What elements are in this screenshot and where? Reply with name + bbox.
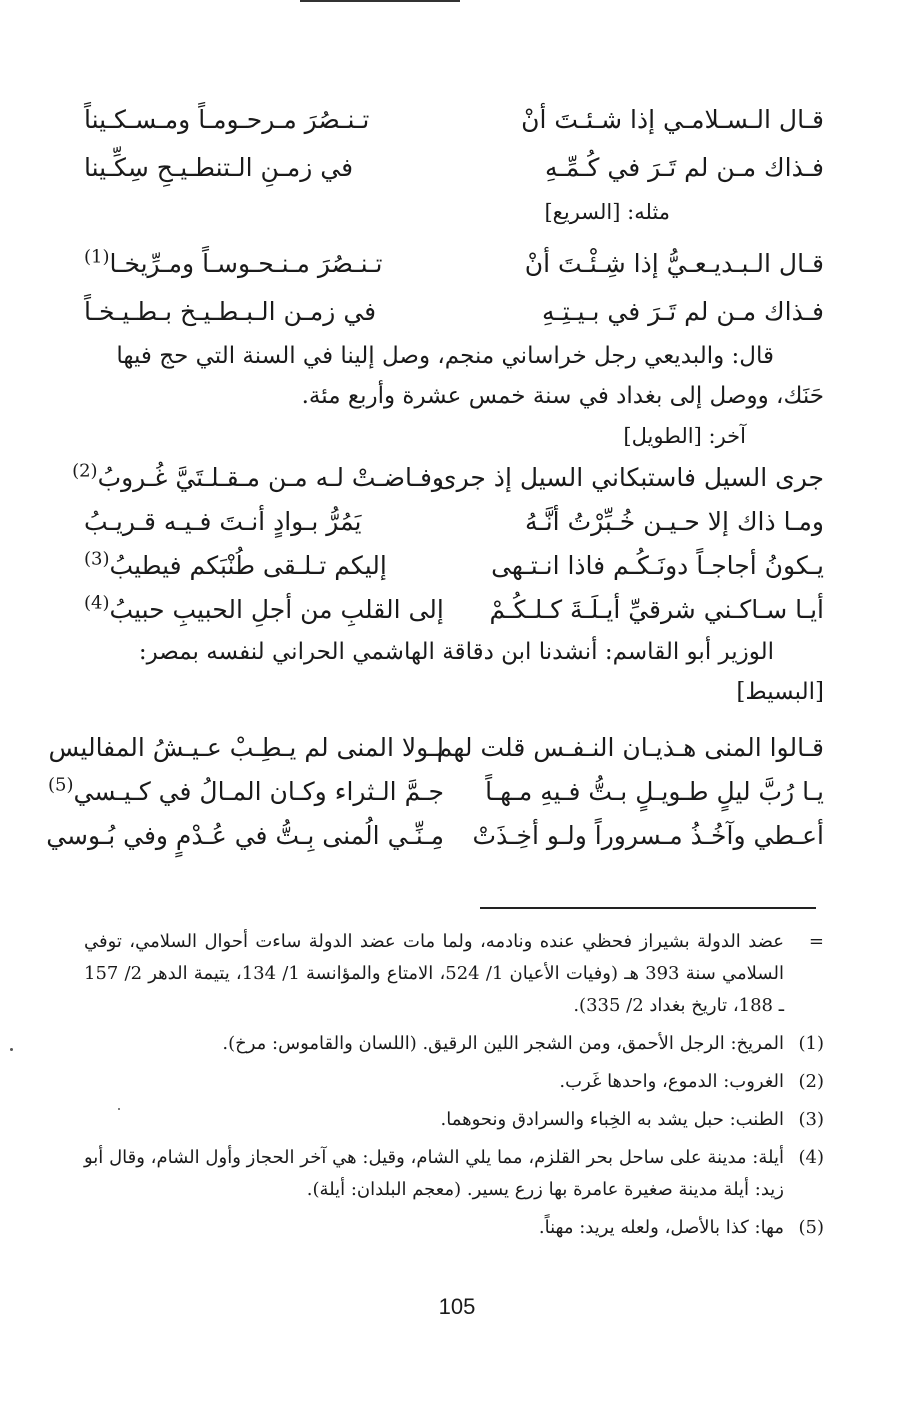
hemistich-text: في زمـن الـبـطـيـخ بـطـيـخـاً — [84, 297, 377, 326]
poem-block-3 — [72, 456, 824, 632]
verse-first-hemistich: أعـطي وآخُـذُ مـسروراً ولـو أخِـذَتْ — [472, 821, 824, 850]
verse-second-hemistich — [47, 770, 444, 814]
footnotes — [84, 926, 824, 1250]
hemistich-text: لـولا المنى لم يـطِـبْ عـيـشُ المفاليس — [48, 733, 444, 762]
footnote-number: (4) — [798, 1147, 824, 1168]
footnote-text: المريخ: الرجل الأحمق، ومن الشجر اللين الرقيق. (اللسان والقاموس: مرخ). — [222, 1033, 784, 1054]
verse-first-hemistich: قـال الـبـديـعـيُّ إذا شِـئْـتَ أنْ — [524, 249, 824, 278]
verse-first-hemistich: قـال الـسـلامـي إذا شـئـتَ أنْ — [521, 105, 824, 134]
verse-second-hemistich — [72, 456, 444, 500]
prose-line: قال: والبديعي رجل خراساني منجم، وصل إلينا في السنة التي حج فيها — [116, 343, 774, 369]
hemistich-text: إلى القلبِ من أجلِ الحبيبِ حبيبُ — [109, 595, 444, 624]
hemistich-text: وفـاضـتْ لـه مـن مـقـلـتَيَّ غُـروبُ — [97, 463, 444, 492]
verse-second-hemistich — [48, 726, 444, 770]
verse-first-hemistich: أيـا سـاكـني شرقيِّ أيـلَـةَ كـلـكُـمْ — [489, 595, 824, 624]
footnote-text: مها: كذا بالأصل، ولعله يريد: مهناً. — [538, 1217, 784, 1238]
verse — [84, 588, 824, 632]
verse — [84, 96, 824, 144]
hemistich-text: في زمـنِ الـتنطـيـحِ سِكِّـينا — [84, 153, 354, 182]
verse-second-hemistich — [84, 500, 444, 544]
footnote-text: الغروب: الدموع، واحدها غَرب. — [559, 1071, 784, 1092]
main-text — [46, 96, 824, 858]
footnote-marker: (5) — [47, 774, 74, 796]
verse — [84, 240, 824, 288]
hemistich-text: تـنـصُرَ مـرحـومـاً ومـسـكـيناً — [84, 105, 370, 134]
verse-first-hemistich: ومـا ذاك إلا حـيـن خُـبِّرْتُ أنَّـهُ — [525, 507, 824, 536]
footnote-text: الطنب: حبل يشد به الخِباء والسرادق ونحوهما. — [440, 1109, 784, 1130]
footnote-number: (1) — [798, 1033, 824, 1054]
verse-first-hemistich: جرى السيل فاستبكاني السيل إذ جرى — [437, 463, 824, 492]
footnote — [84, 1142, 824, 1206]
verse-second-hemistich — [84, 240, 444, 288]
prose-line: [البسيط] — [736, 679, 824, 705]
footnote-marker: (3) — [84, 548, 110, 570]
verse-first-hemistich: يـا رُبَّ ليلٍ طـويـلٍ بـتُّ فـيهِ مـهـاً — [485, 777, 824, 806]
footnote — [84, 926, 824, 1022]
poem-block-2 — [84, 240, 824, 336]
scan-speck — [10, 1048, 13, 1051]
footnote — [84, 1066, 824, 1098]
verse — [48, 726, 824, 770]
verse-second-hemistich — [84, 588, 444, 632]
footnote-separator — [480, 907, 816, 909]
verse — [84, 500, 824, 544]
verse-second-hemistich — [84, 288, 444, 336]
prose-paragraph-1 — [84, 336, 824, 416]
hemistich-text: يَمُرُّ بـوادٍ أنـتَ فـيـه قـريـبُ — [84, 507, 362, 536]
prose-line: الوزير أبو القاسم: أنشدنا ابن دقاقة الهاشمي الحراني لنفسه بمصر: — [138, 639, 774, 665]
verse — [84, 288, 824, 336]
verse — [84, 544, 824, 588]
verse-second-hemistich — [84, 144, 444, 192]
meter-label: مثله: [السريع] — [544, 200, 670, 224]
page-number: 105 — [438, 1294, 476, 1319]
footnote-number: = — [808, 931, 824, 952]
footnote-marker: (2) — [72, 460, 98, 482]
verse-second-hemistich — [84, 96, 444, 144]
poem-block-4 — [46, 726, 824, 858]
prose-paragraph-2 — [84, 632, 824, 712]
verse-first-hemistich: قـالوا المنى هـذيـان النـفـس قلت لهم — [436, 733, 824, 762]
footnote-number: (2) — [798, 1071, 824, 1092]
verse-first-hemistich: يـكونُ أجاجـاً دونَـكُـم فاذا انـتـهى — [491, 551, 824, 580]
footnote-number: (3) — [798, 1109, 824, 1130]
meter-label: آخر: [الطويل] — [623, 424, 746, 448]
header-rule — [300, 0, 460, 2]
footnote — [84, 1212, 824, 1244]
footnote-text: عضد الدولة بشيراز فحظي عنده ونادمه، ولما مات عضد الدولة ساءت أحوال السلامي، توفي السلامي سنة 393 هـ (وفيات الأعيان 1/ 524، الامتاع والمؤانسة 1/ 134، يتيمة الدهر 2/ 157 ـ 188، تاريخ بغداد 2/ 335). — [84, 931, 784, 1016]
footnote-text: أيلة: مدينة على ساحل بحر القلزم، مما يلي الشام، وقيل: هي آخر الحجاز وأول الشام، وقال أبو زيد: أيلة مدينة صغيرة عامرة بها زرع يسير. (معجم البلدان: أيلة). — [84, 1147, 784, 1200]
poem-block-1 — [84, 96, 824, 232]
verse — [84, 144, 824, 192]
verse-first-hemistich: فـذاك مـن لم تَـرَ في بـيـتِـهِ — [542, 297, 824, 326]
hemistich-text: جـمَّ الـثراء وكـان المـالُ في كـيـسي — [73, 777, 444, 806]
verse — [47, 770, 824, 814]
verse — [72, 456, 824, 500]
verse-second-hemistich — [84, 544, 444, 588]
verse — [46, 814, 824, 858]
footnote-marker: (4) — [84, 592, 110, 614]
hemistich-text: مِـنِّـي الُمنى بِـتُّ في عُـدْمٍ وفي بُـوسي — [46, 821, 444, 850]
footnote-marker: (1) — [84, 246, 110, 268]
verse-second-hemistich — [46, 814, 444, 858]
footnote — [84, 1028, 824, 1060]
scan-speck — [118, 1108, 120, 1110]
hemistich-text: تـنـصُرَ مـنـحـوسـاً ومـرِّيخـا — [109, 249, 383, 278]
footnote-number: (5) — [798, 1217, 824, 1238]
verse-first-hemistich: فـذاك مـن لم تَـرَ في كُـمِّـهِ — [545, 153, 824, 182]
prose-line: حَنَك، ووصل إلى بغداد في سنة خمس عشرة وأربع مئة. — [301, 383, 824, 409]
footnote — [84, 1104, 824, 1136]
hemistich-text: إليكم تـلـقى طُنْبَكم فيطيبُ — [109, 551, 387, 580]
